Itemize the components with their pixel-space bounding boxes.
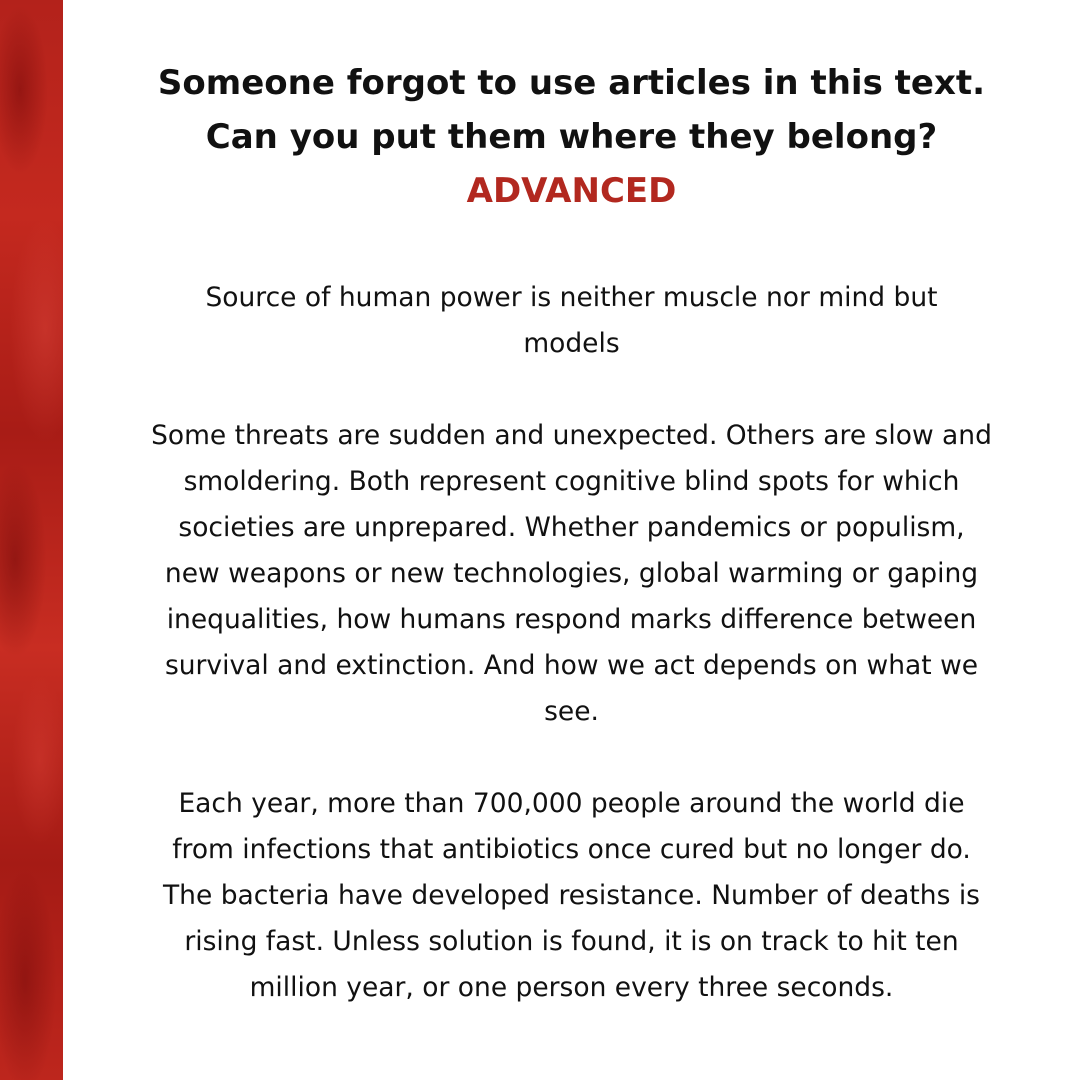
paragraph-line: see. [544, 696, 599, 727]
subtitle-line: models [523, 328, 620, 359]
paragraph-line: survival and extinction. And how we act depends on what we [164, 650, 979, 681]
paragraph-line: from infections that antibiotics once cured but no longer do. [172, 834, 971, 865]
paragraph-line: new weapons or new technologies, global warming or gaping [164, 558, 979, 589]
paragraph-antibiotics [118, 781, 1025, 1011]
paragraph-threats [118, 413, 1025, 735]
paragraph-line: Each year, more than 700,000 people around the world die [178, 788, 965, 819]
paragraph-line: rising fast. Unless solution is found, it is on track to hit ten [184, 926, 959, 957]
content-area [63, 0, 1080, 1080]
paragraph-line: inequalities, how humans respond marks difference between [166, 604, 977, 635]
subtitle-line: Source of human power is neither muscle nor mind but [205, 282, 938, 313]
paragraph-line: smoldering. Both represent cognitive blind spots for which [183, 466, 960, 497]
paragraph-line: The bacteria have developed resistance. Number of deaths is [163, 880, 980, 911]
title-line: Someone forgot to use articles in this text. [157, 63, 986, 103]
title-line: Can you put them where they belong? [205, 117, 938, 157]
paragraph-line: societies are unprepared. Whether pandemics or populism, [178, 512, 965, 543]
paragraph-line: million year, or one person every three seconds. [249, 972, 894, 1003]
text-subtitle [118, 275, 1025, 367]
paragraph-line: Some threats are sudden and unexpected. Others are slow and [151, 420, 992, 451]
exercise-title [63, 56, 1080, 164]
red-texture-strip [0, 0, 63, 1080]
difficulty-level: ADVANCED [466, 171, 677, 211]
